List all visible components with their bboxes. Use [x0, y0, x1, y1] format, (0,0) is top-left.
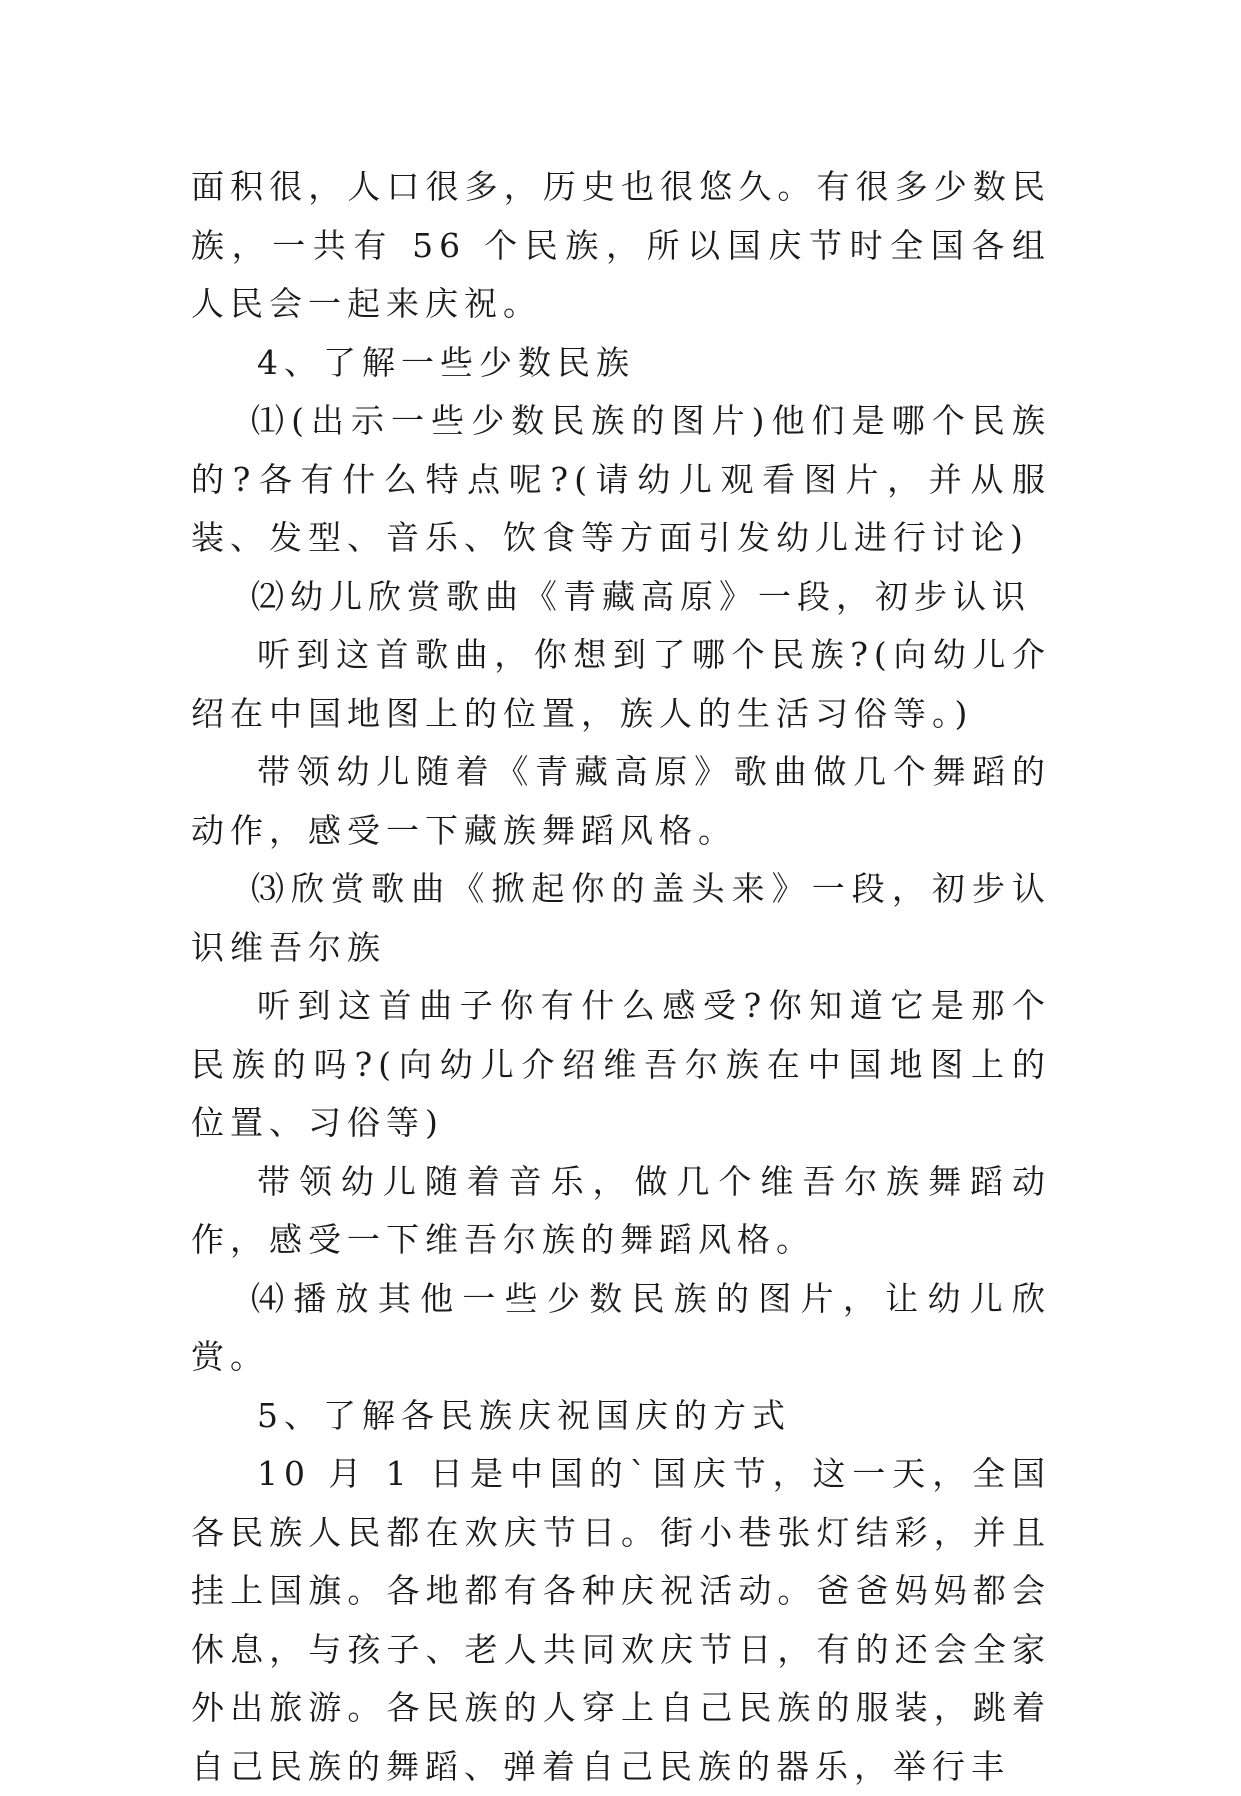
paragraph-national-day: 10 月 1 日是中国的`国庆节，这一天，全国各民族人民都在欢庆节日。街小巷张灯结彩，并且挂上国旗。各地都有各种庆祝活动。爸爸妈妈都会休息，与孩子、老人共同欢庆节日，有的还会全家外出旅游。各民族的人穿上自己民族的服装，跳着自己民族的舞蹈、弹着自己民族的器乐，举行丰: [191, 1454, 1051, 1786]
paragraph-item-4: ⑷播放其他一些少数民族的图片，让幼儿欣赏。: [191, 1278, 1051, 1376]
paragraph-item-1: ⑴(出示一些少数民族的图片)他们是哪个民族的?各有什么特点呢?(请幼儿观看图片，并从服装、发型、音乐、饮食等方面引发幼儿进行讨论): [191, 401, 1051, 557]
paragraph-item-2-question: 听到这首歌曲，你想到了哪个民族?(向幼儿介绍在中国地图上的位置，族人的生活习俗等。): [191, 635, 1051, 733]
paragraph-item-2: ⑵幼儿欣赏歌曲《青藏高原》一段，初步认识: [251, 576, 1031, 616]
heading-step-5: 5、了解各民族庆祝国庆的方式: [257, 1395, 791, 1435]
paragraph-continuation: 面积很，人口很多，历史也很悠久。有很多少数民族，一共有 56 个民族，所以国庆节时全国各组人民会一起来庆祝。: [191, 167, 1051, 323]
paragraph-item-3-question: 听到这首曲子你有什么感受?你知道它是那个民族的吗?(向幼儿介绍维吾尔族在中国地图上的位置、习俗等): [191, 986, 1051, 1142]
paragraph-item-2-dance: 带领幼儿随着《青藏高原》歌曲做几个舞蹈的动作，感受一下藏族舞蹈风格。: [191, 752, 1051, 850]
document-body: [191, 158, 1051, 1796]
paragraph-item-3: ⑶欣赏歌曲《掀起你的盖头来》一段，初步认识维吾尔族: [191, 869, 1051, 967]
paragraph-item-3-dance: 带领幼儿随着音乐，做几个维吾尔族舞蹈动作，感受一下维吾尔族的舞蹈风格。: [191, 1161, 1051, 1259]
heading-step-4: 4、了解一些少数民族: [257, 342, 635, 382]
